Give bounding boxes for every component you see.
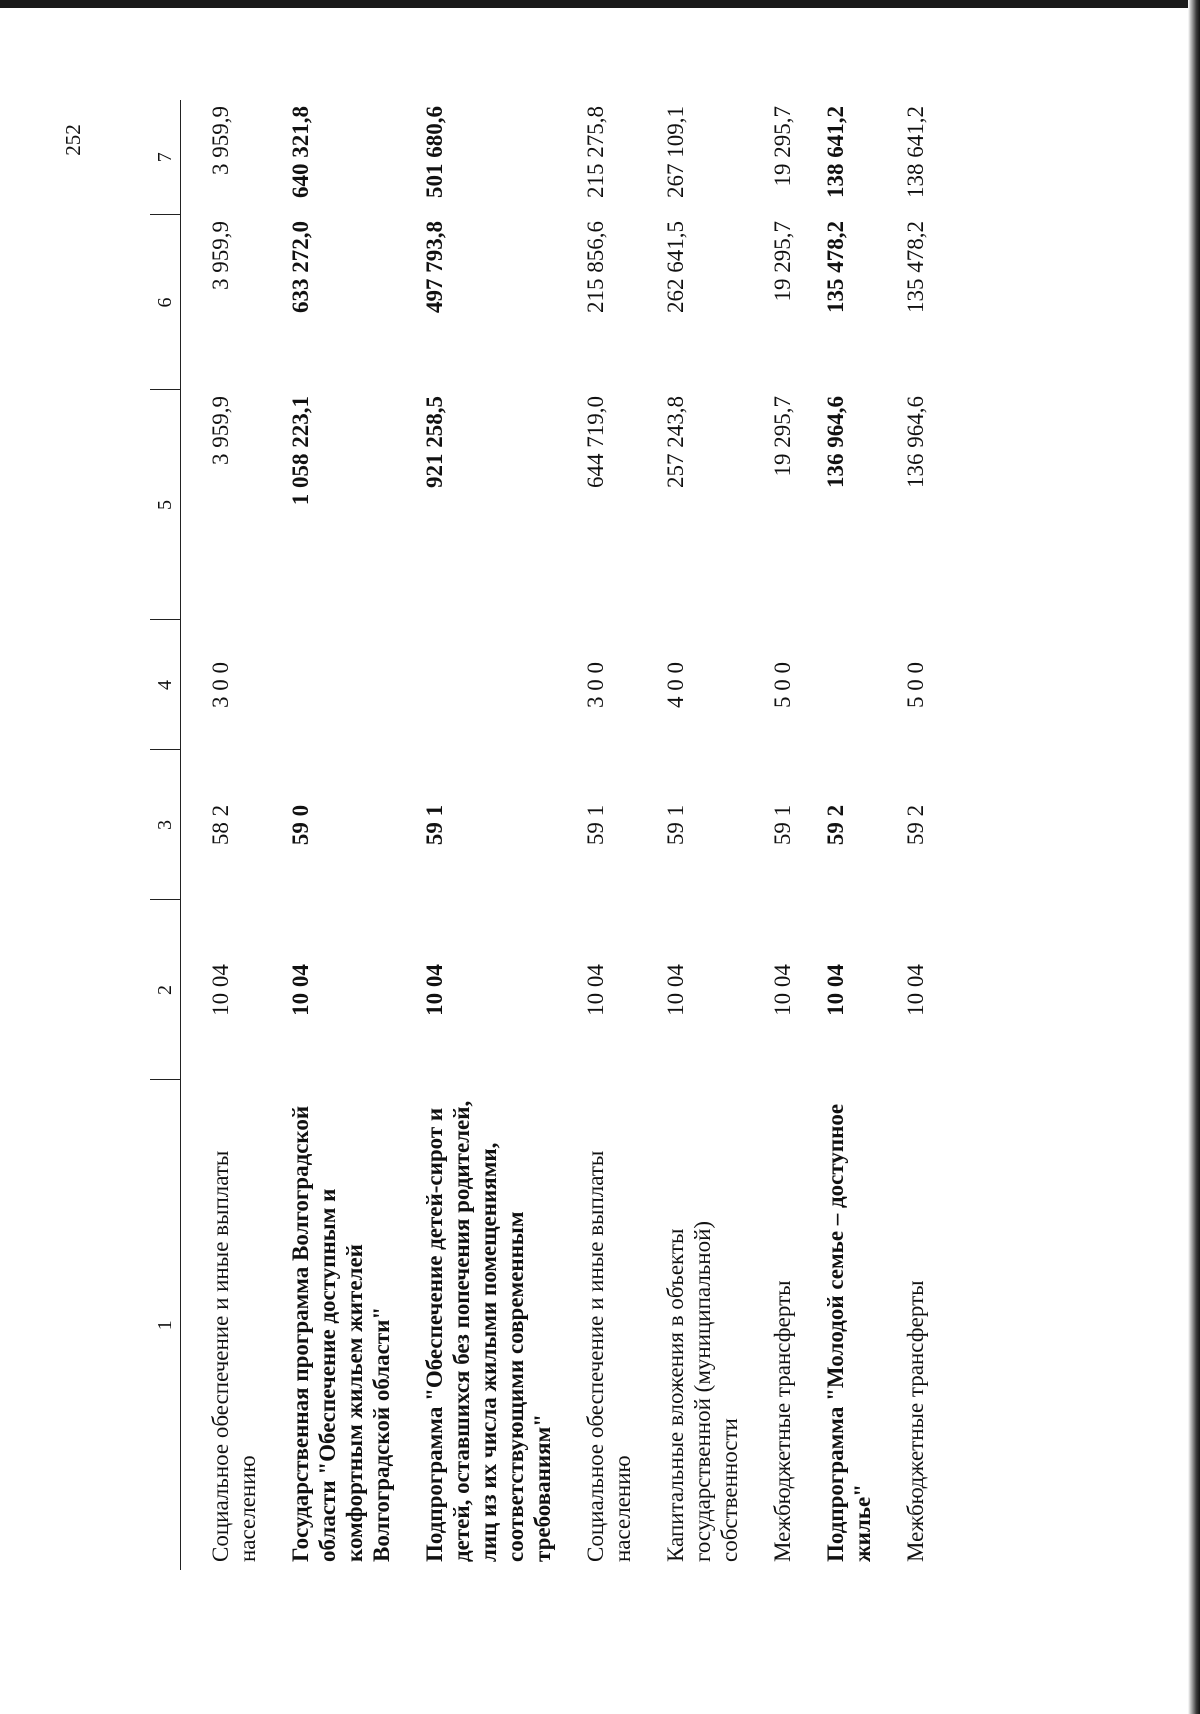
row-amount-year2: 135 478,2	[823, 221, 848, 313]
row-expense-type: 4 0 0	[663, 662, 688, 708]
table-row	[876, 100, 929, 1570]
row-amount-year2: 135 478,2	[903, 221, 928, 313]
header-col-5: 5	[150, 390, 181, 620]
row-target-code: 59 1	[583, 804, 608, 846]
row-amount-year1: 19 295,7	[770, 396, 795, 477]
header-col-1: 1	[150, 1080, 181, 1570]
table-row	[743, 100, 796, 1570]
row-amount-year1: 921 258,5	[422, 396, 447, 488]
row-target-code: 58 2	[208, 804, 233, 846]
scan-edge-right	[1188, 0, 1200, 1714]
row-amount-year2: 262 641,5	[663, 221, 688, 313]
row-expense-type	[261, 620, 395, 750]
row-amount-year2: 3 959,9	[208, 221, 233, 290]
row-section-code: 10 04	[288, 964, 313, 1016]
row-amount-year3: 215 275,8	[583, 106, 608, 198]
scan-edge-top	[0, 0, 1200, 8]
row-section-code: 10 04	[583, 964, 608, 1016]
header-col-3: 3	[150, 750, 181, 900]
rotated-sheet	[150, 100, 928, 1570]
header-col-6: 6	[150, 215, 181, 390]
row-name-cell: Государственная программа Волгоградской области "Обеспечение доступным и комфортным жильем жителей Волгоградской области"	[288, 1105, 394, 1562]
row-amount-year3: 138 641,2	[903, 106, 928, 198]
row-name-cell: Капитальные вложения в объекты государственной (муниципальной) собственности	[663, 1220, 742, 1562]
row-target-code: 59 1	[770, 804, 795, 846]
row-name-cell: Межбюджетные трансферты	[903, 1280, 928, 1562]
row-section-code: 10 04	[663, 964, 688, 1016]
row-section-code: 10 04	[903, 964, 928, 1016]
row-expense-type: 3 0 0	[208, 662, 233, 708]
row-expense-type: 3 0 0	[583, 662, 608, 708]
row-amount-year1: 1 058 223,1	[288, 396, 313, 506]
row-amount-year1: 3 959,9	[208, 396, 233, 465]
row-amount-year3: 501 680,6	[422, 106, 447, 198]
row-name-cell: Межбюджетные трансферты	[770, 1280, 795, 1562]
row-section-code: 10 04	[770, 964, 795, 1016]
page-number-text: 252	[61, 124, 85, 156]
row-name-cell: Подпрограмма "Молодой семье – доступное жилье"	[823, 1103, 875, 1562]
header-col-7: 7	[150, 100, 181, 215]
row-amount-year3: 19 295,7	[770, 106, 795, 187]
table-row	[796, 100, 876, 1570]
table-row	[556, 100, 636, 1570]
row-target-code: 59 2	[823, 804, 848, 846]
row-expense-type	[796, 620, 876, 750]
table-row	[261, 100, 395, 1570]
row-amount-year3: 138 641,2	[823, 106, 848, 198]
row-expense-type: 5 0 0	[903, 662, 928, 708]
row-name-cell: Подпрограмма "Обеспечение детей-сирот и детей, оставшихся без попечения родителей, лиц из их числа жилыми помещениями, соответствующими современным требованиям"	[422, 1100, 555, 1562]
row-target-code: 59 1	[663, 804, 688, 846]
row-expense-type	[395, 620, 556, 750]
table-row	[636, 100, 743, 1570]
row-expense-type: 5 0 0	[770, 662, 795, 708]
row-name-cell: Социальное обеспечение и иные выплаты населению	[208, 1150, 260, 1562]
row-target-code: 59 2	[903, 804, 928, 846]
row-target-code: 59 0	[288, 804, 313, 846]
row-amount-year3: 3 959,9	[208, 106, 233, 175]
row-amount-year3: 267 109,1	[663, 106, 688, 198]
row-amount-year1: 136 964,6	[903, 396, 928, 488]
header-col-4: 4	[150, 620, 181, 750]
row-target-code: 59 1	[422, 804, 447, 846]
row-name-cell: Социальное обеспечение и иные выплаты населению	[583, 1150, 635, 1562]
table-body	[181, 100, 930, 1570]
row-amount-year1: 644 719,0	[583, 396, 608, 488]
row-section-code: 10 04	[208, 964, 233, 1016]
row-amount-year3: 640 321,8	[288, 106, 313, 198]
row-amount-year2: 633 272,0	[288, 221, 313, 313]
table-row	[181, 100, 262, 1570]
row-amount-year2: 497 793,8	[422, 221, 447, 313]
row-amount-year1: 136 964,6	[823, 396, 848, 488]
header-col-2: 2	[150, 900, 181, 1080]
page-number-svg	[58, 100, 88, 180]
row-section-code: 10 04	[823, 964, 848, 1016]
row-section-code: 10 04	[422, 964, 447, 1016]
table-header-row	[150, 100, 181, 1570]
row-amount-year1: 257 243,8	[663, 396, 688, 488]
budget-table	[150, 100, 929, 1570]
table-row	[395, 100, 556, 1570]
row-amount-year2: 215 856,6	[583, 221, 608, 313]
page-number	[58, 100, 88, 180]
row-amount-year2: 19 295,7	[770, 221, 795, 302]
